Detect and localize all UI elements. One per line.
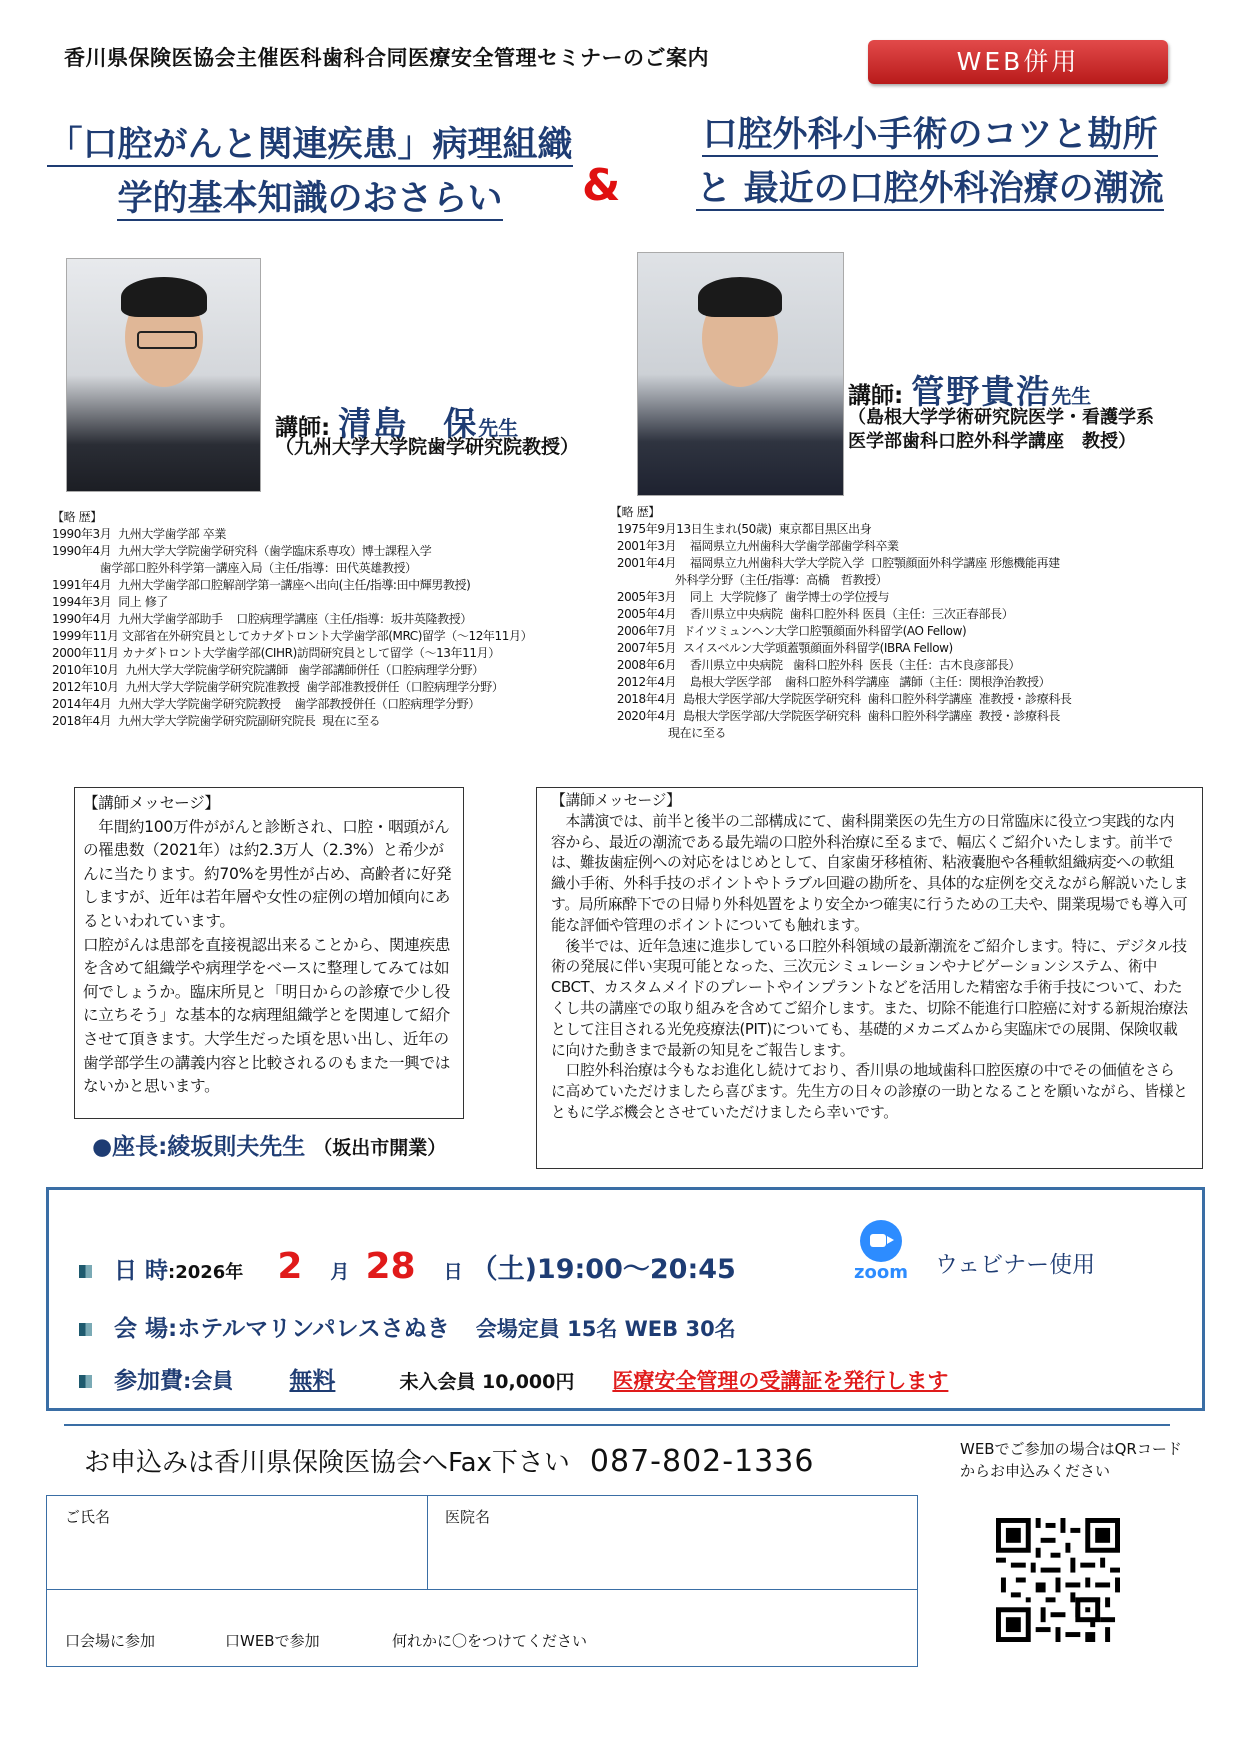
date-year: :2026年 [168, 1262, 244, 1283]
title-right-line1: 口腔外科小手術のコツと勘所 [702, 115, 1158, 155]
application-form [46, 1495, 918, 1667]
clinic-field[interactable]: 医院名 [445, 1508, 491, 1526]
lecturer2-suffix: 先生 [1051, 384, 1092, 408]
lecturer1-message-box [74, 787, 464, 1119]
lecturer1-message [75, 788, 463, 1103]
lecturer1-prefix: 講師: [275, 415, 331, 441]
venue: :ホテルマリンパレスさぬき [168, 1316, 450, 1342]
capacity: 会場定員 15名 WEB 30名 [475, 1317, 736, 1341]
chair-label: ●座長:綾坂則夫先生 [92, 1134, 306, 1160]
date-label: 日 時 [114, 1258, 169, 1284]
lecturer2-name: 管野貴浩 [911, 372, 1052, 411]
lecturer1-affiliation: （九州大学大学院歯学研究院教授） [275, 436, 580, 458]
title-left-line2: 学的基本知識のおさらい [117, 179, 503, 219]
title-left [30, 118, 590, 226]
lecturer2-photo [637, 252, 844, 496]
web-badge: WEB併用 [868, 40, 1168, 84]
lecturer2-message [537, 788, 1202, 1127]
date-time: （土)19:00〜20:45 [470, 1254, 736, 1285]
option-web[interactable]: 口WEBで参加 [225, 1632, 320, 1650]
date-month: 2 [277, 1246, 303, 1287]
month-unit: 月 [330, 1261, 350, 1283]
fee-nonmember: 未入会員 10,000円 [399, 1371, 575, 1393]
venue-row [79, 1310, 736, 1343]
venue-label: 会 場 [114, 1316, 169, 1342]
apply-line [84, 1442, 814, 1479]
fee-row [79, 1362, 948, 1395]
option-note: 何れかに〇をつけてください [392, 1632, 588, 1650]
header-title: 香川県保険医協会主催医科歯科合同医療安全管理セミナーのご案内 [64, 46, 709, 70]
lecturer1-suffix: 先生 [478, 416, 519, 440]
bullet-icon [79, 1375, 92, 1388]
date-day: 28 [365, 1246, 416, 1287]
qr-code-icon[interactable] [996, 1518, 1120, 1642]
date-row [79, 1246, 736, 1287]
bullet-icon [79, 1323, 92, 1336]
lecturer1-name: 清島 保 [338, 404, 479, 443]
fee-free: 無料 [289, 1368, 336, 1394]
title-right [650, 108, 1210, 216]
chair [92, 1128, 446, 1161]
hair-shape [698, 277, 782, 317]
message-title: 【講師メッセージ】 [551, 792, 681, 809]
webinar-text: ウェビナー使用 [935, 1252, 1096, 1278]
zoom-icon [860, 1220, 902, 1262]
zoom-word: zoom [854, 1262, 908, 1283]
divider [64, 1424, 1170, 1426]
zoom-logo [851, 1220, 911, 1283]
lecturer2-prefix: 講師: [848, 383, 904, 409]
title-right-line2: と 最近の口腔外科治療の潮流 [696, 169, 1164, 209]
title-left-line1: 「口腔がんと関連疾患」病理組織 [47, 125, 573, 165]
option-venue[interactable]: 口会場に参加 [65, 1632, 156, 1650]
lecturer2-affiliation-line2: 医学部歯科口腔外科学講座 教授） [848, 431, 1136, 452]
fee-label: 参加費 [114, 1368, 183, 1394]
day-unit: 日 [443, 1261, 463, 1283]
chair-note: （坂出市開業） [313, 1137, 447, 1159]
lecturer2-affiliation [848, 406, 1154, 454]
lecturer2-message-box [536, 787, 1203, 1169]
apply-text: お申込みは香川県保険医協会へFax下さい [84, 1448, 570, 1478]
ampersand: & [582, 160, 621, 211]
bullet-icon [79, 1265, 92, 1278]
glasses-shape [137, 331, 197, 349]
lecturer2-affiliation-line1: （島根大学学術研究院医学・看護学系 [848, 407, 1154, 428]
message-title: 【講師メッセージ】 [83, 794, 220, 812]
event-info-box [46, 1187, 1205, 1411]
hair-shape [121, 277, 207, 317]
qr-note: WEBでご参加の場合はQRコードからお申込みください [960, 1440, 1182, 1480]
name-field[interactable]: ご氏名 [65, 1508, 111, 1526]
lecturer2-history: 【略 歴】 1975年9月13日生まれ(50歳) 東京都目黒区出身 2001年3月 福岡県立九州歯科大学歯学部歯学科卒業 2001年4月 福岡県立九州歯科大学大学院入学 口腔顎顔面外科学講座 形態機能再建 外科学分野（主任/指導：高橋 哲教授） 2005年3月 同上 大学院修了 歯学博士の学位授与 2005年4月 香川県立中央病院 歯科口腔外科 医員（主任：三次正春部長） 2006年7月 ドイツミュンヘン大学口腔顎顔面外科留学(AO Fellow) 2007年5月 スイスベルン大学頭蓋顎顔面外科留学(IBRA Fellow) 2008年6月 香川県立中央病院 歯科口腔外科 医長（主任：古木良彦部長） 2012年4月 島根大学医学部 歯科口腔外科学講座 講師（主任：関根浄治教授） 2018年4月 島根大学医学部/大学院医学研究科 歯科口腔外科学講座 准教授・診療科長 2020年4月 島根大学医学部/大学院医学研究科 歯科口腔外科学講座 教授・診療科長 現在に至る [610, 505, 1072, 740]
certificate-notice: 医療安全管理の受講証を発行します [612, 1369, 949, 1393]
fee-member: :会員 [183, 1369, 234, 1393]
lecturer1-history: 【略 歴】 1990年3月 九州大学歯学部 卒業 1990年4月 九州大学大学院歯学研究科（歯学臨床系専攻）博士課程入学 歯学部口腔外科学第一講座入局（主任/指導：田代英雄教授） 1991年4月 九州大学歯学部口腔解剖学第一講座へ出向(主任/指導:田中輝男教授) 1994年3月 同上 修了 1990年4月 九州大学歯学部助手 口腔病理学講座（主任/指導：坂井英隆教授） 1999年11月 文部省在外研究員としてカナダトロント大学歯学部(MRC)留学（〜12年11月） 2000年11月 カナダトロント大学歯学部(CIHR)訪問研究員として留学（〜13年11月） 2010年10月 九州大学大学院歯学研究院講師 歯学部講師併任（口腔病理学分野） 2012年10月 九州大学大学院歯学研究院准教授 歯学部准教授併任（口腔病理学分野） 2014年4月 九州大学大学院歯学研究院教授 歯学部教授併任（口腔病理学分野） 2018年4月 九州大学大学院歯学研究院副研究院長 現在に至る [52, 510, 533, 728]
message-body: 本講演では、前半と後半の二部構成にて、歯科開業医の先生方の日常臨床に役立つ実践的な内容から、最近の潮流である最先端の口腔外科治療に至るまで、幅広くご紹介いたします。前半では、難抜歯症例への対応をはじめとして、自家歯牙移植術、粘液嚢胞や各種軟組織病変への軟組織小手術、外科手技のポイントやトラブル回避の勘所を、具体的な症例を交えながら解説いたします。局所麻酔下での日帰り外科処置をより安全かつ確実に行うための工夫や、開業現場でも導入可能な評価や管理のポイントについても触れます。 後半では、近年急速に進歩している口腔外科領域の最新潮流をご紹介します。特に、デジタル技術の発展に伴い実現可能となった、三次元シミュレーションやナビゲーションシステム、術中CBCT、カスタムメイドのプレートやインプラントなどを活用した精密な手術手技について、わたくし共の講座での取り組みを含めてご紹介します。また、切除不能進行口腔癌に対する新規治療法として注目される光免疫療法(PIT)についても、基礎的メカニズムから実臨床での展開、保険収載に向けた動きまで最新の知見をご報告します。 口腔外科治療は今もなお進化し続けており、香川県の地域歯科口腔医療の中でその価値をさらに高めていただけましたら喜びます。先生方の日々の診療の一助となることを願いながら、皆様とともに学ぶ機会とさせていただけましたら幸いです。 [551, 812, 1188, 1121]
fax-number: 087-802-1336 [589, 1444, 815, 1479]
message-body: 年間約100万件ががんと診断され、口腔・咽頭がんの罹患数（2021年）は約2.3万人（2.3%）と希少がんに当たります。約70%を男性が占め、高齢者に好発しますが、近年は若年層や女性の症例の増加傾向にあるといわれています。 口腔がんは患部を直接視認出来ることから、関連疾患を含めて組織学や病理学をベースに整理してみては如何でしょうか。臨床所見と「明日からの診療で少し役に立ちそう」な基本的な病理組織学とを関連して紹介させて頂きます。大学生だった頃を思い出し、近年の歯学部学生の講義内容と比較されるのもまた一興ではないかと思います。 [83, 817, 452, 1096]
lecturer1-photo [66, 258, 261, 492]
